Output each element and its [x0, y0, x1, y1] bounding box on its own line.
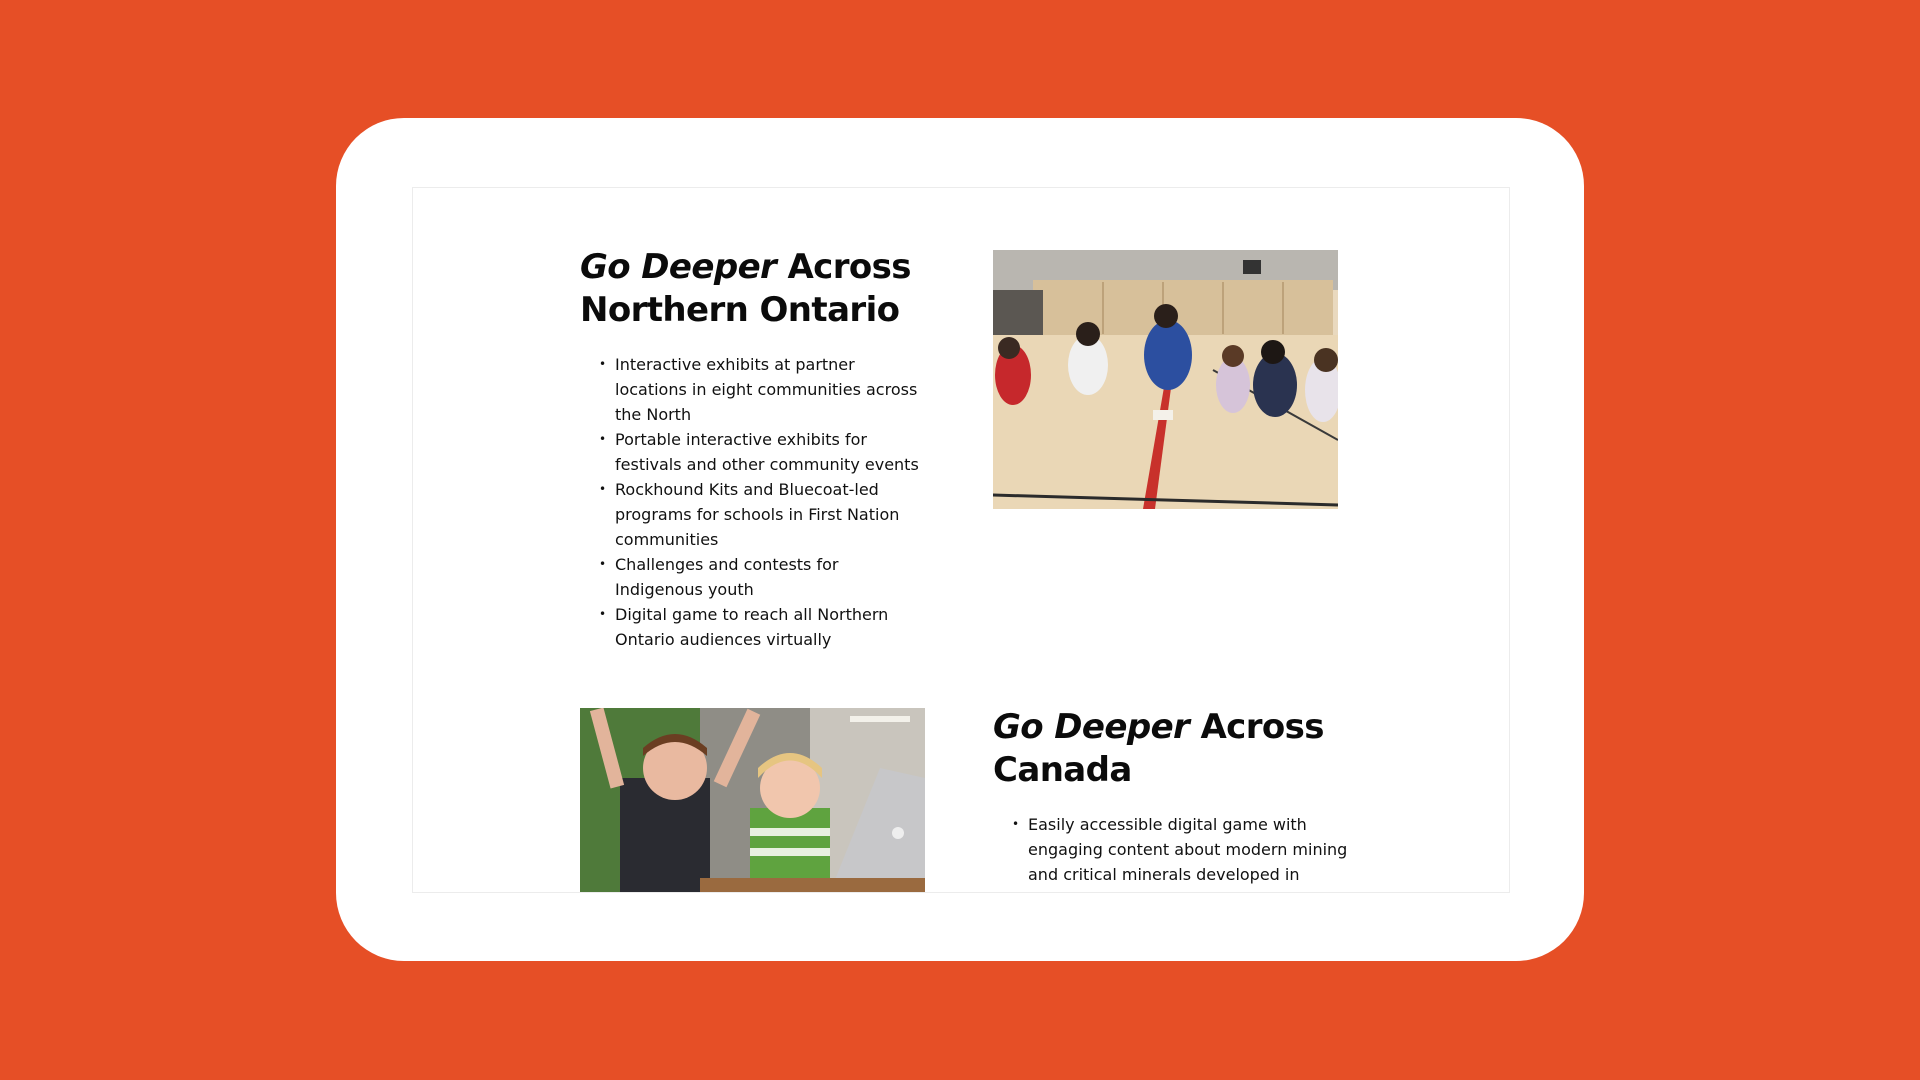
- title-line2: Northern Ontario: [580, 290, 900, 330]
- section-northern-ontario: [580, 246, 930, 652]
- list-item: • Portable interactive exhibits for festivals and other community events: [615, 427, 930, 477]
- content-card: [336, 118, 1584, 961]
- photo-kids-laptop: [580, 708, 925, 892]
- slide-frame: [412, 187, 1510, 893]
- list-item: • Easily accessible digital game with engaging content about modern mining and critical minerals developed in: [1028, 812, 1353, 887]
- photo-kids-laptop-image: [580, 708, 925, 892]
- list-item: • Rockhound Kits and Bluecoat-led programs for schools in First Nation communities: [615, 477, 930, 552]
- bullet-list: [993, 812, 1353, 887]
- section-title: [993, 706, 1353, 792]
- section-canada: [993, 706, 1353, 887]
- title-line2: Canada: [993, 750, 1132, 790]
- list-item: • Digital game to reach all Northern Ontario audiences virtually: [615, 602, 930, 652]
- photo-gym-circle-image: [993, 250, 1338, 509]
- title-rest: Across: [1189, 707, 1324, 747]
- photo-gym-circle: [993, 250, 1338, 509]
- bullet-list: [580, 352, 930, 652]
- title-emphasis: Go Deeper: [580, 247, 777, 287]
- section-title: [580, 246, 930, 332]
- list-item: • Challenges and contests for Indigenous youth: [615, 552, 930, 602]
- title-rest: Across: [776, 247, 911, 287]
- list-item: • Interactive exhibits at partner locations in eight communities across the North: [615, 352, 930, 427]
- title-emphasis: Go Deeper: [993, 707, 1190, 747]
